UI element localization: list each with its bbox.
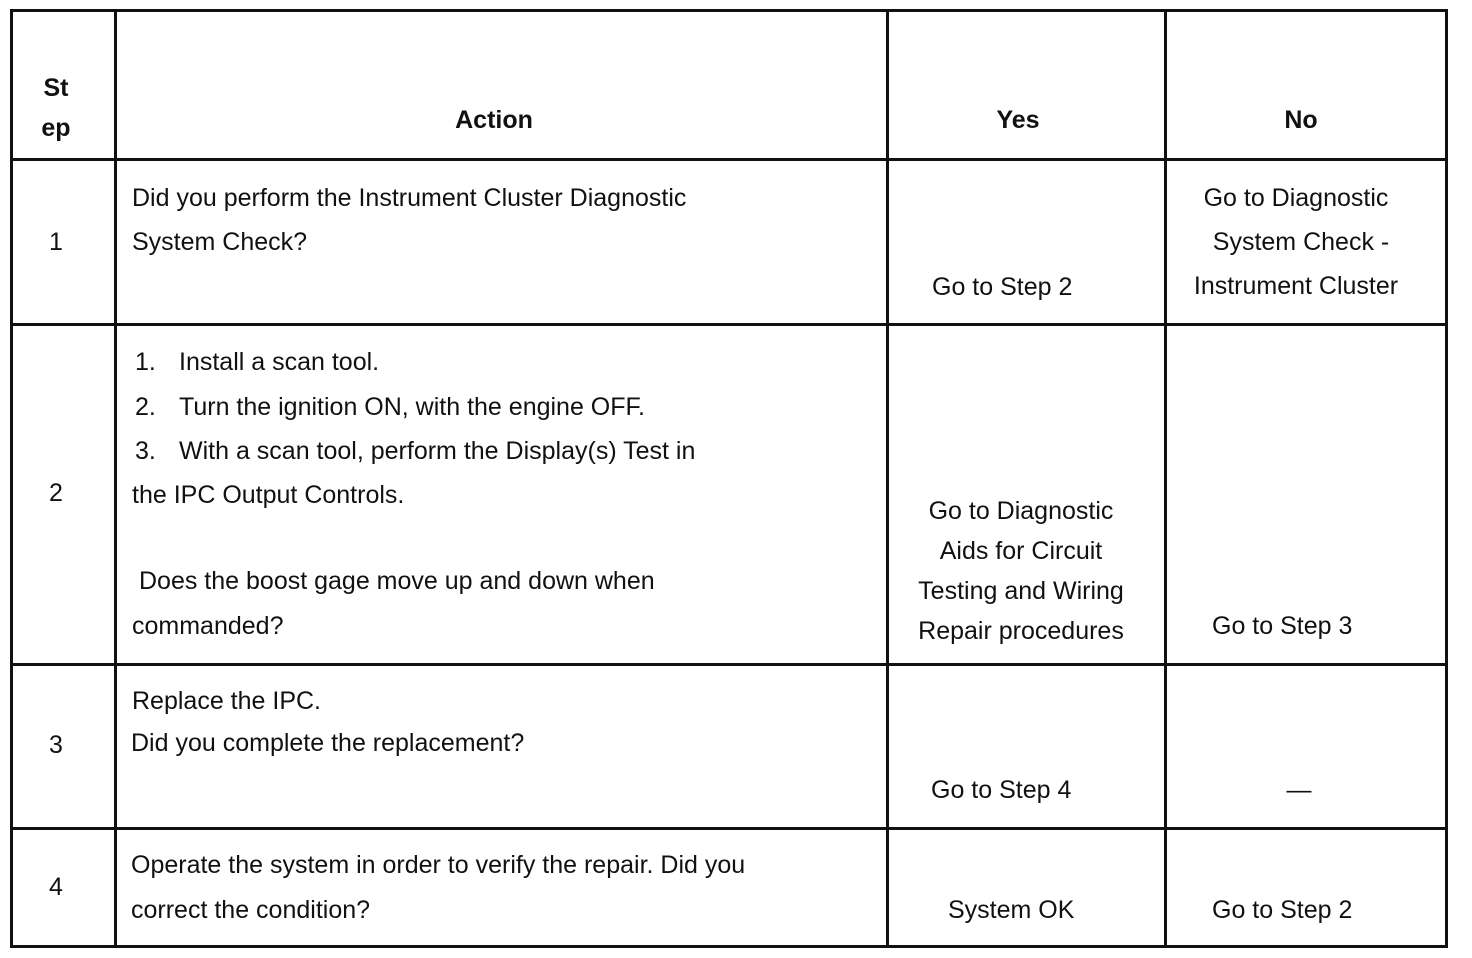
list-item-number: 3.: [135, 437, 156, 465]
action-line: Replace the IPC.: [132, 687, 321, 715]
action-line: System Check?: [132, 228, 308, 256]
column-divider: [114, 12, 117, 945]
row-divider: [13, 323, 1445, 326]
header-step-line: St: [43, 74, 69, 102]
yes-cell-line: Go to Diagnostic: [928, 497, 1114, 525]
step-number: 4: [49, 873, 63, 901]
no-cell-line: Instrument Cluster: [1193, 272, 1399, 300]
action-line: Operate the system in order to verify the repair. Did you: [131, 851, 746, 879]
list-item-text: Install a scan tool.: [179, 348, 380, 376]
no-cell: Go to Step 3: [1212, 612, 1353, 640]
action-line: the IPC Output Controls.: [132, 481, 405, 509]
yes-cell: Go to Step 2: [932, 273, 1073, 301]
row-divider: [13, 158, 1445, 161]
column-divider: [886, 12, 889, 945]
step-number: 3: [49, 731, 63, 759]
header-no: No: [1284, 106, 1318, 134]
yes-cell: Go to Step 4: [931, 776, 1072, 804]
action-line: Did you complete the replacement?: [131, 729, 525, 757]
list-item-number: 2.: [135, 393, 156, 421]
action-question: Does the boost gage move up and down when: [139, 567, 655, 595]
row-divider: [13, 663, 1445, 666]
header-action: Action: [455, 106, 533, 134]
no-cell-line: System Check -: [1212, 228, 1390, 256]
header-step: [16, 68, 96, 148]
yes-cell-line: Testing and Wiring: [918, 577, 1124, 605]
header-yes: Yes: [996, 106, 1040, 134]
action-line: Did you perform the Instrument Cluster Diagnostic: [132, 184, 687, 212]
list-item-text: With a scan tool, perform the Display(s) Test in: [179, 437, 696, 465]
yes-cell: System OK: [948, 896, 1075, 924]
no-cell: [1166, 176, 1426, 308]
list-item-text: Turn the ignition ON, with the engine OFF.: [179, 393, 645, 421]
yes-cell: [888, 491, 1154, 651]
action-line: correct the condition?: [131, 896, 371, 924]
no-cell: —: [1286, 776, 1312, 804]
action-question: commanded?: [132, 612, 284, 640]
no-cell-line: Go to Diagnostic: [1203, 184, 1389, 212]
row-divider: [13, 827, 1445, 830]
list-item-number: 1.: [135, 348, 156, 376]
no-cell: Go to Step 2: [1212, 896, 1353, 924]
header-step-line: ep: [41, 114, 71, 142]
step-number: 1: [49, 228, 63, 256]
yes-cell-line: Aids for Circuit: [939, 537, 1103, 565]
yes-cell-line: Repair procedures: [918, 617, 1124, 645]
step-number: 2: [49, 479, 63, 507]
